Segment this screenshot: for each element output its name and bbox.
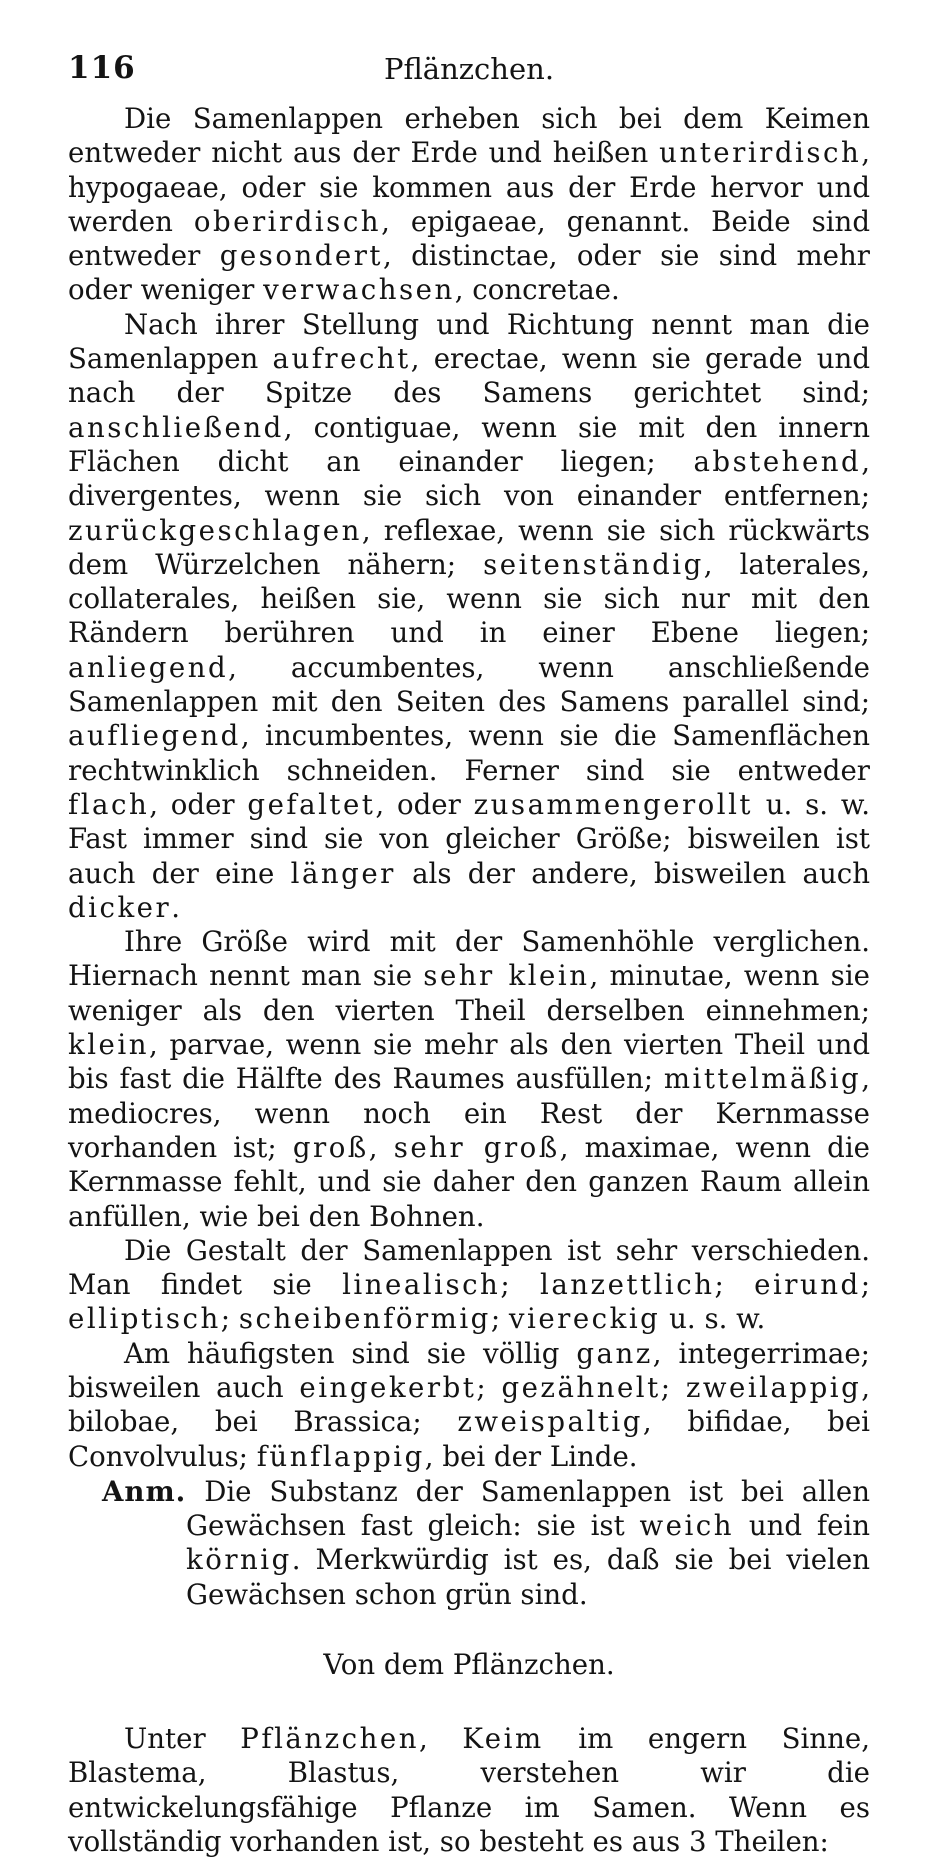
spaced-term: viereckig xyxy=(508,1302,661,1336)
paragraph-embryo xyxy=(68,1722,870,1859)
text-run: , bifidae, bei Convolvulus; xyxy=(68,1405,870,1473)
text-run: , xyxy=(419,1722,463,1756)
section-heading: Von dem Pflänzchen. xyxy=(323,1648,615,1682)
text-run: ; xyxy=(476,1370,502,1404)
text-run: , xyxy=(368,1130,394,1164)
text-run: , divergentes, wenn sie sich von einander entfernen; xyxy=(68,444,870,513)
spaced-term: gezähnelt xyxy=(501,1370,661,1404)
text-run: Am häufigsten sind sie völlig xyxy=(124,1336,577,1370)
spaced-term: oberirdisch xyxy=(193,204,382,238)
text-run: , epigaeae, genannt. Beide sind entweder xyxy=(68,204,870,273)
text-run: , distinctae, oder sie sind mehr oder weniger xyxy=(68,239,870,307)
paragraph-margin xyxy=(68,1337,870,1474)
spaced-term: zurückgeschlagen xyxy=(68,513,362,547)
spaced-term: sehr klein xyxy=(423,959,590,993)
paragraph-shape xyxy=(68,1234,870,1337)
text-run: , oder xyxy=(375,787,474,821)
text-run: ; xyxy=(714,1268,755,1302)
spaced-term: aufliegend xyxy=(68,719,241,753)
text-run: , accumbentes, wenn anschließende Samenlappen mit den Seiten des Samens parallel sind; xyxy=(68,650,870,719)
spaced-term: mittelmäßig xyxy=(663,1062,862,1096)
spaced-term: eingekerbt xyxy=(299,1370,477,1404)
text-run: , mediocres, wenn noch ein Rest der Kernmasse vorhanden ist; xyxy=(68,1062,870,1164)
text-run: , bilobae, bei Brassica; xyxy=(68,1370,871,1439)
text-run: , hypogaeae, oder sie kommen aus der Erde hervor und werden xyxy=(68,136,870,238)
spaced-term: zweispaltig xyxy=(457,1405,643,1439)
text-run: u. s. w. xyxy=(660,1302,766,1336)
text-run: Die Samenlappen erheben sich bei dem Keimen entweder nicht aus der Erde und heißen xyxy=(68,102,870,170)
text-run: , integerrimae; bisweilen auch xyxy=(68,1336,870,1404)
text-run: Die Gestalt der Samenlappen ist sehr verschieden. Man findet sie xyxy=(68,1233,870,1302)
spaced-term: aufrecht xyxy=(272,342,411,376)
spaced-term: sehr groß xyxy=(393,1130,560,1164)
text-run: ; xyxy=(500,1268,540,1302)
text-run: u. s. w. Fast immer sind sie von gleicher Größe; bisweilen ist auch der eine xyxy=(68,787,870,890)
paragraph-position xyxy=(68,308,870,925)
spaced-term: gefaltet xyxy=(247,787,376,821)
text-run: ; xyxy=(860,1268,870,1302)
spaced-term: Keim xyxy=(462,1722,544,1756)
text-run: ; xyxy=(490,1302,509,1336)
spaced-term: anschließend xyxy=(68,410,284,444)
spaced-term: zusammengerollt xyxy=(473,787,753,821)
text-run: als der andere, bisweilen auch xyxy=(395,856,870,890)
text-run: , reflexae, wenn sie sich rückwärts dem Würzelchen nähern; xyxy=(68,513,870,581)
text-run: . xyxy=(171,890,180,924)
spaced-term: eirund xyxy=(754,1268,861,1302)
text-run: , contiguae, wenn sie mit den innern Flächen dicht an einander liegen; xyxy=(68,410,870,478)
page-header xyxy=(68,42,870,102)
text-run: , oder xyxy=(149,787,248,821)
spaced-term: länger xyxy=(290,856,396,890)
spaced-term: zweilappig xyxy=(685,1370,862,1404)
spaced-term: klein xyxy=(68,1028,149,1062)
spaced-term: weich xyxy=(639,1509,735,1543)
text-run: , concretae. xyxy=(454,273,620,307)
spaced-term: groß xyxy=(292,1130,369,1164)
paragraph-size xyxy=(68,925,870,1234)
spaced-term: unterirdisch xyxy=(659,136,862,170)
text-run: Unter xyxy=(124,1722,241,1756)
text-run: , erectae, wenn sie gerade und nach der Spitze des Samens gerichtet sind; xyxy=(68,342,870,410)
text-run: Die Substanz der Samenlappen ist bei allen Gewächsen fast gleich: sie ist xyxy=(186,1474,870,1543)
text-run: Nach ihrer Stellung und Richtung nennt man die Samenlappen xyxy=(68,307,870,376)
spaced-term: scheibenförmig xyxy=(238,1302,491,1336)
text-run: , bei der Linde. xyxy=(424,1439,638,1473)
spaced-term: Pflänzchen xyxy=(240,1722,419,1756)
spaced-term: anliegend xyxy=(68,650,229,684)
spaced-term: elliptisch xyxy=(68,1302,221,1336)
spaced-term: dicker xyxy=(68,890,172,924)
spaced-term: gesondert xyxy=(219,239,383,273)
text-run: , laterales, collaterales, heißen sie, wenn sie sich nur mit den Rändern berühren und in einer Ebene liegen; xyxy=(68,547,870,650)
text-run: , minutae, wenn sie weniger als den vierten Theil derselben einnehmen; xyxy=(68,959,870,1027)
spaced-term: abstehend xyxy=(693,444,862,478)
running-head: Pflänzchen. xyxy=(383,52,555,86)
spaced-term: körnig xyxy=(186,1543,292,1577)
spaced-term: linealisch xyxy=(342,1268,501,1302)
spaced-term: fünflappig xyxy=(256,1439,425,1473)
spaced-term: seitenständig xyxy=(483,547,704,581)
text-run: ; xyxy=(220,1302,239,1336)
text-run: , incumbentes, wenn sie die Samenflächen rechtwinklich schneiden. Ferner sind sie entweder xyxy=(68,719,870,787)
spaced-term: verwachsen xyxy=(263,273,455,307)
text-run: im engern Sinne, Blastema, Blastus, verstehen wir die entwickelungsfähige Pflanze im Samen. Wenn es vollständig vorhanden ist, so besteht es aus 3 Theilen: xyxy=(68,1722,870,1858)
text-run: , maximae, wenn die Kernmasse fehlt, und sie daher den ganzen Raum allein anfüllen, wie bei den Bohnen. xyxy=(68,1130,870,1233)
note-label: Anm. xyxy=(102,1474,187,1508)
text-run: . Merkwürdig ist es, daß sie bei vielen Gewächsen schon grün sind. xyxy=(186,1543,870,1611)
text-run: und fein xyxy=(734,1509,871,1543)
text-run: , parvae, wenn sie mehr als den vierten Theil und bis fast die Hälfte des Raumes ausfüllen; xyxy=(68,1028,870,1096)
text-run: Ihre Größe wird mit der Samenhöhle verglichen. Hiernach nennt man sie xyxy=(68,925,870,993)
text-run: ; xyxy=(660,1370,686,1404)
spaced-term: lanzettlich xyxy=(540,1268,715,1302)
annotation-note xyxy=(68,1475,870,1612)
spaced-term: ganz xyxy=(576,1336,653,1370)
spaced-term: flach xyxy=(68,787,150,821)
paragraph-germination xyxy=(68,102,870,308)
page-number: 116 xyxy=(68,50,136,86)
